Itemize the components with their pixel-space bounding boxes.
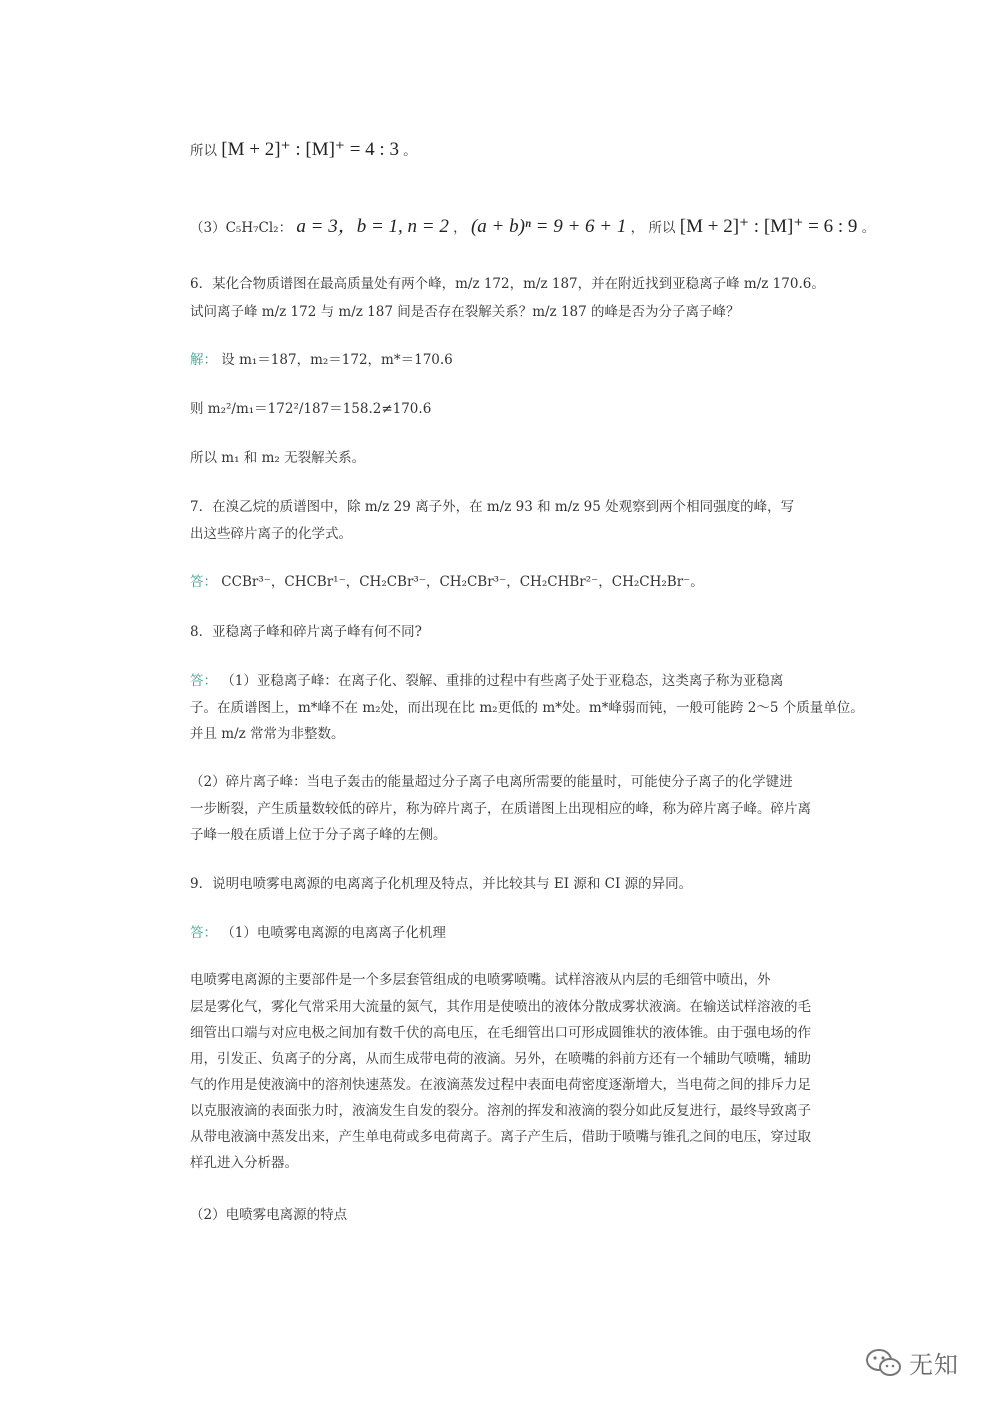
paragraph-line-5: 气的作用是使液滴中的溶剂快速蒸发。在液滴蒸发过程中表面电荷密度逐渐增大，当电荷之间的排斥力足 [190, 1077, 811, 1093]
formula: (a + b)ⁿ = 9 + 6 + 1 [470, 216, 627, 237]
formula: a = 3，b = 1, n = 2 [296, 216, 449, 237]
text: CCBr³⁻，CHCBr¹⁻，CH₂CBr³⁻，CH₂CBr³⁻，CH₂CHBr²⁻，CH₂CH₂Br⁻。 [221, 574, 704, 590]
paragraph-line-8: 样孔进入分析器。 [190, 1155, 298, 1171]
answer-8-line-2: 子。在质谱图上，m*峰不在 m₂处，而出现在比 m₂更低的 m*处。m*峰弱而钝，一般可能跨 2～5 个质量单位。 [190, 700, 864, 716]
answer-8-part2-line-1: （2）碎片离子峰：当电子轰击的能量超过分子离子电离所需要的能量时，可能使分子离子的化学键进 [190, 774, 793, 790]
watermark [865, 1345, 959, 1380]
answer-label: 答： [190, 574, 217, 590]
paragraph-line-6: 以克服液滴的表面张力时，液滴发生自发的裂分。溶剂的挥发和液滴的裂分如此反复进行，最终导致离子 [190, 1103, 811, 1119]
text: （3）C₅H₇Cl₂： [190, 220, 293, 236]
text: （1）电喷雾电离源的电离离子化机理 [221, 925, 446, 941]
answer-8-line-1 [190, 671, 783, 691]
answer-7-line [190, 572, 704, 592]
so-line: 所以 m₁ 和 m₂ 无裂解关系。 [190, 450, 366, 466]
question-6-line-1: 6．某化合物质谱图在最高质量处有两个峰，m/z 172，m/z 187，并在附近找到亚稳离子峰 m/z 170.6。 [190, 276, 825, 292]
question-9: 9．说明电喷雾电离源的电离离子化机理及特点，并比较其与 EI 源和 CI 源的异同。 [190, 876, 693, 892]
paragraph-line-7: 从带电液滴中蒸发出来，产生单电荷或多电荷离子。离子产生后，借助于喷嘴与锥孔之间的电压，穿过取 [190, 1129, 811, 1145]
text: 。 [861, 220, 876, 236]
paragraph-line-1: 电喷雾电离源的主要部件是一个多层套管组成的电喷雾喷嘴。试样溶液从内层的毛细管中喷出，外 [190, 972, 771, 988]
text: （1）亚稳离子峰：在离子化、裂解、重排的过程中有些离子处于亚稳态，这类离子称为亚稳离 [221, 673, 784, 689]
ratio-line-2 [190, 217, 875, 238]
answer-8-line-3: 并且 m/z 常常为非整数。 [190, 726, 345, 742]
wechat-icon [865, 1348, 903, 1378]
text: 。 [403, 143, 417, 159]
solution-line [190, 350, 453, 370]
then-line: 则 m₂²/m₁＝172²/187＝158.2≠170.6 [190, 401, 432, 417]
question-7-line-2: 出这些碎片离子的化学式。 [190, 526, 352, 542]
solution-label: 解： [190, 352, 217, 368]
answer-9-heading [190, 923, 446, 943]
question-6-line-2: 试问离子峰 m/z 172 与 m/z 187 间是否存在裂解关系？m/z 187 的峰是否为分子离子峰？ [190, 304, 740, 320]
text: 所以 [190, 143, 217, 159]
text: 设 m₁＝187，m₂＝172，m*＝170.6 [221, 352, 453, 368]
paragraph-line-3: 细管出口端与对应电极之间加有数千伏的高电压，在毛细管出口可形成圆锥状的液体锥。由于强电场的作 [190, 1025, 811, 1041]
paragraph-line-2: 层是雾化气，雾化气常采用大流量的氮气，其作用是使喷出的液体分散成雾状液滴。在输送试样溶液的毛 [190, 999, 811, 1015]
text: ， [453, 220, 467, 236]
answer-label: 答： [190, 925, 217, 941]
question-7-line-1: 7．在溴乙烷的质谱图中，除 m/z 29 离子外，在 m/z 93 和 m/z 95 处观察到两个相同强度的峰，写 [190, 499, 795, 515]
answer-9-part2-heading: （2）电喷雾电离源的特点 [190, 1207, 348, 1223]
paragraph-line-4: 用，引发正、负离子的分离，从而生成带电荷的液滴。另外，在喷嘴的斜前方还有一个辅助气喷嘴，辅助 [190, 1051, 811, 1067]
watermark-text: 无知 [909, 1351, 959, 1379]
text: ， [630, 220, 645, 236]
answer-label: 答： [190, 673, 217, 689]
question-8: 8．亚稳离子峰和碎片离子峰有何不同? [190, 624, 422, 640]
formula: [M + 2]⁺ : [M]⁺ = 4 : 3 [221, 139, 399, 160]
formula: [M + 2]⁺ : [M]⁺ = 6 : 9 [679, 216, 858, 237]
ratio-line-1 [190, 140, 417, 161]
text: 所以 [648, 220, 676, 236]
answer-8-part2-line-2: 一步断裂，产生质量数较低的碎片，称为碎片离子，在质谱图上出现相应的峰，称为碎片离子峰。碎片离 [190, 801, 811, 817]
answer-8-part2-line-3: 子峰一般在质谱上位于分子离子峰的左侧。 [190, 827, 447, 843]
